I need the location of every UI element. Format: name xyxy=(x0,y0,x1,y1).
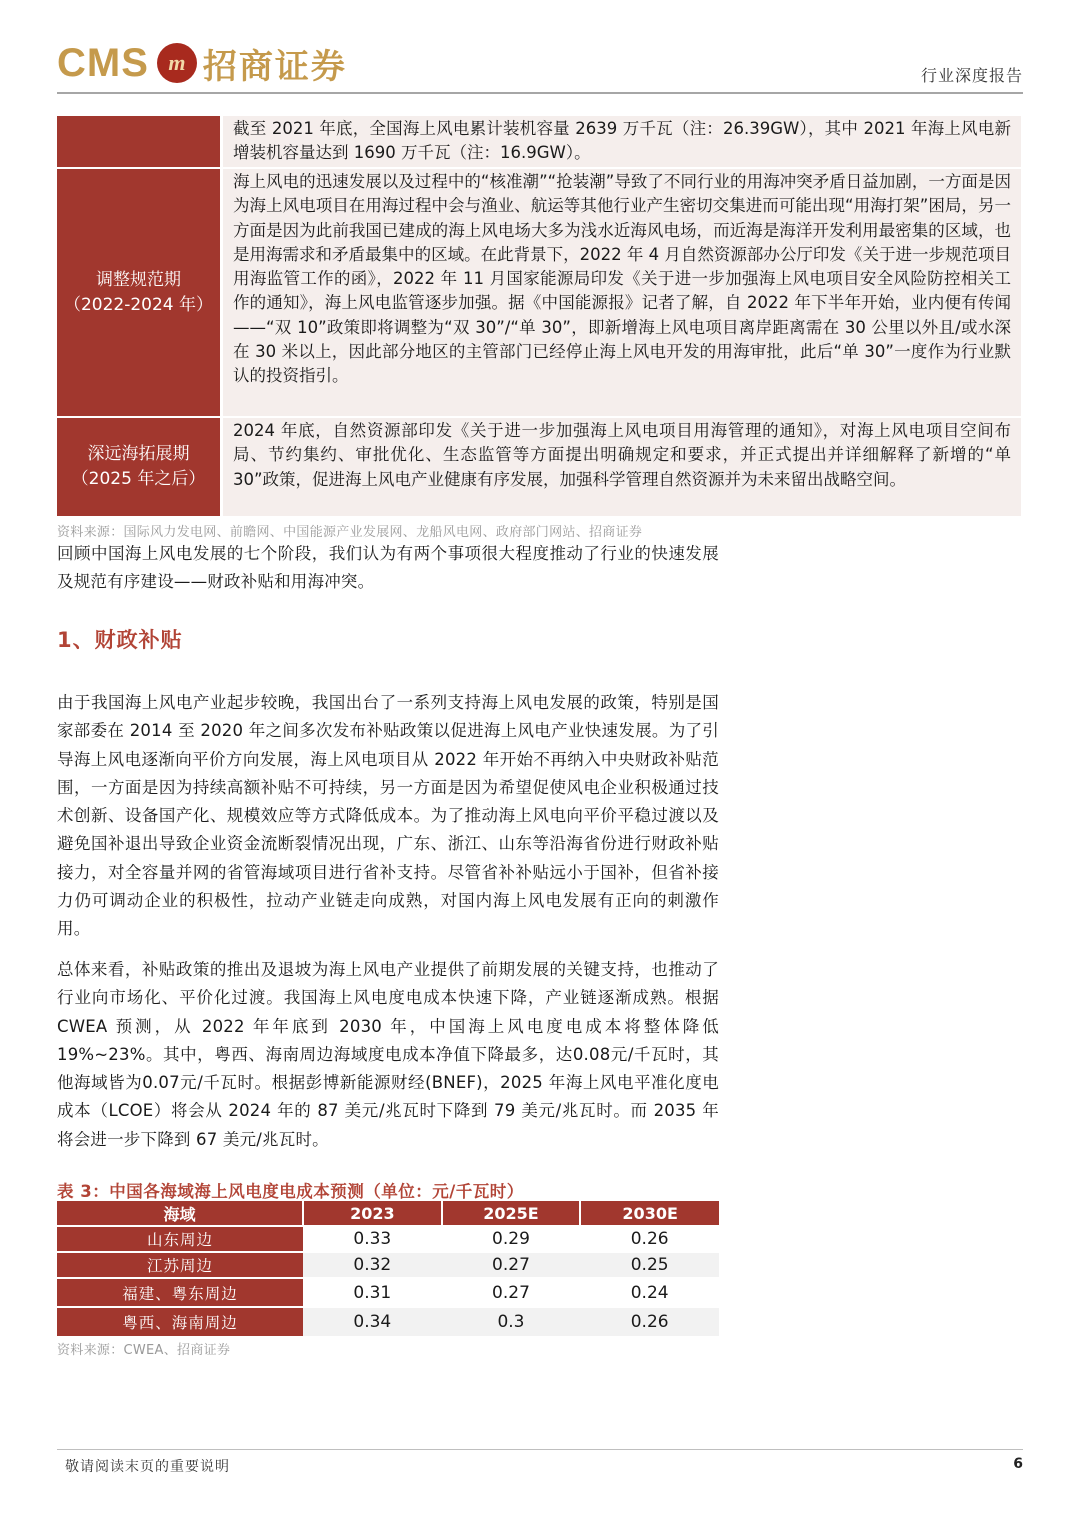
table-header-cell: 2023 xyxy=(303,1201,442,1226)
table-caption: 表 3：中国各海域海上风电度电成本预测（单位：元/千瓦时） xyxy=(57,1182,524,1201)
value-cell: 0.3 xyxy=(442,1307,581,1336)
stage-label-name: 调整规范期 xyxy=(96,269,181,290)
body-paragraph-1: 由于我国海上风电产业起步较晚，我国出台了一系列支持海上风电发展的政策，特别是国家部委在 2014 至 2020 年之间多次发布补贴政策以促进海上风电产业快速发展。为了引导海上风电逐渐向平价方向发展，海上风电项目从 2022 年开始不再纳入中央财政补贴范围，一方面是因为持续高额补贴不可持续，另一方面是因为希望促使风电企业积极通过技术创新、设备国产化、规模效应等方式降低成本。为了推动海上风电向平价平稳过渡以及避免国补退出导致企业资金流断裂情况出现，广东、浙江、山东等沿海省份进行财政补贴接力，对全容量并网的省管海域项目进行省补支持。尽管省补补贴远小于国补，但省补接力仍可调动企业的积极性，拉动产业链走向成熟，对国内海上风电发展有正向的刺激作用。 xyxy=(57,693,719,939)
logo-cms-text: CMS xyxy=(57,40,149,85)
table-row xyxy=(57,1226,719,1252)
stage-row xyxy=(57,418,1021,516)
stage-label xyxy=(57,169,220,416)
stage-table-source: 资料来源：国际风力发电网、前瞻网、中国能源产业发展网、龙船风电网、政府部门网站、招商证券 xyxy=(57,525,643,540)
stage-description: 海上风电的迅速发展以及过程中的“核准潮”“抢装潮”导致了不同行业的用海冲突矛盾日益加剧，一方面是因为海上风电项目在用海过程中会与渔业、航运等其他行业产生密切交集进而可能出现“用海打架”困局，另一方面是因为此前我国已建成的海上风电场大多为浅水近海风电场，而近海是海洋开发利用最密集的区域，也是用海需求和矛盾最集中的区域。在此背景下，2022 年 4 月自然资源部办公厅印发《关于进一步规范项目用海监管工作的函》，2022 年 11 月国家能源局印发《关于进一步加强海上风电项目安全风险防控相关工作的通知》，海上风电监管逐步加强。据《中国能源报》记者了解，自 2022 年下半年开始，业内便有传闻——“双 10”政策即将调整为“双 30”/“单 30”，即新增海上风电项目离岸距离需在 30 公里以外且/或水深在 30 米以上，因此部分地区的主管部门已经停止海上风电开发的用海审批，此后“单 30”一度作为行业默认的投资指引。 xyxy=(223,169,1021,416)
logo-mark-icon: m xyxy=(157,43,197,83)
stage-row xyxy=(57,116,1021,167)
value-cell: 0.26 xyxy=(580,1307,719,1336)
value-cell: 0.24 xyxy=(580,1278,719,1307)
table-row xyxy=(57,1278,719,1307)
value-cell: 0.31 xyxy=(303,1278,442,1307)
header-divider xyxy=(57,92,1023,94)
company-logo xyxy=(57,40,347,86)
logo-cn-text: 招商证券 xyxy=(202,46,347,87)
value-cell: 0.25 xyxy=(580,1252,719,1278)
table-header-cell: 海域 xyxy=(57,1201,303,1226)
stage-description: 截至 2021 年底，全国海上风电累计装机容量 2639 万千瓦（注：26.39GW），其中 2021 年海上风电新增装机容量达到 1690 万千瓦（注：16.9GW）。 xyxy=(223,116,1021,167)
stage-label-name: 深远海拓展期 xyxy=(87,444,190,464)
table-row xyxy=(57,1307,719,1336)
region-cell: 山东周边 xyxy=(57,1226,303,1252)
review-paragraph: 回顾中国海上风电发展的七个阶段，我们认为有两个事项很大程度推动了行业的快速发展及规范有序建设——财政补贴和用海冲突。 xyxy=(57,544,719,592)
table-row xyxy=(57,1252,719,1278)
value-cell: 0.33 xyxy=(303,1226,442,1252)
footer-disclaimer-note: 敬请阅读末页的重要说明 xyxy=(65,1459,230,1475)
section-title: 1、财政补贴 xyxy=(57,628,183,652)
table-header-row xyxy=(57,1201,719,1226)
stage-description: 2024 年底，自然资源部印发《关于进一步加强海上风电项目用海管理的通知》，对海上风电项目空间布局、节约集约、审批优化、生态监管等方面提出明确规定和要求，并正式提出并详细解释了新增的“单 30”政策，促进海上风电产业健康有序发展，加强科学管理自然资源并为未来留出战略空间。 xyxy=(223,418,1021,516)
cost-forecast-table xyxy=(57,1201,719,1336)
stage-row xyxy=(57,169,1021,416)
value-cell: 0.26 xyxy=(580,1226,719,1252)
value-cell: 0.29 xyxy=(442,1226,581,1252)
page-number: 6 xyxy=(1013,1456,1023,1472)
value-cell: 0.27 xyxy=(442,1252,581,1278)
value-cell: 0.32 xyxy=(303,1252,442,1278)
table-header-cell: 2030E xyxy=(580,1201,719,1226)
stage-table xyxy=(57,116,1021,518)
stage-label-empty xyxy=(57,116,220,167)
region-cell: 福建、粤东周边 xyxy=(57,1278,303,1307)
table-header-cell: 2025E xyxy=(442,1201,581,1226)
body-paragraph-2: 总体来看，补贴政策的推出及退坡为海上风电产业提供了前期发展的关键支持，也推动了行业向市场化、平价化过渡。我国海上风电度电成本快速下降，产业链逐渐成熟。根据 CWEA 预测，从 2022 年年底到 2030 年，中国海上风电度电成本将整体降低 19%~23%。其中，粤西、海南周边海域度电成本净值下降最多，达0.08元/千瓦时，其他海域皆为0.07元/千瓦时。根据彭博新能源财经(BNEF)，2025 年海上风电平准化度电成本（LCOE）将会从 2024 年的 87 美元/兆瓦时下降到 79 美元/兆瓦时。而 2035 年将会进一步下降到 67 美元/兆瓦时。 xyxy=(57,960,719,1149)
value-cell: 0.27 xyxy=(442,1278,581,1307)
region-cell: 粤西、海南周边 xyxy=(57,1307,303,1336)
footer-divider xyxy=(57,1449,1023,1450)
region-cell: 江苏周边 xyxy=(57,1252,303,1278)
stage-label-years: （2025 年之后） xyxy=(71,469,206,489)
cost-table-source: 资料来源：CWEA、招商证券 xyxy=(57,1343,231,1358)
stage-label-years: （2022-2024 年） xyxy=(63,294,214,315)
stage-label xyxy=(57,418,220,516)
report-type: 行业深度报告 xyxy=(920,66,1023,85)
value-cell: 0.34 xyxy=(303,1307,442,1336)
